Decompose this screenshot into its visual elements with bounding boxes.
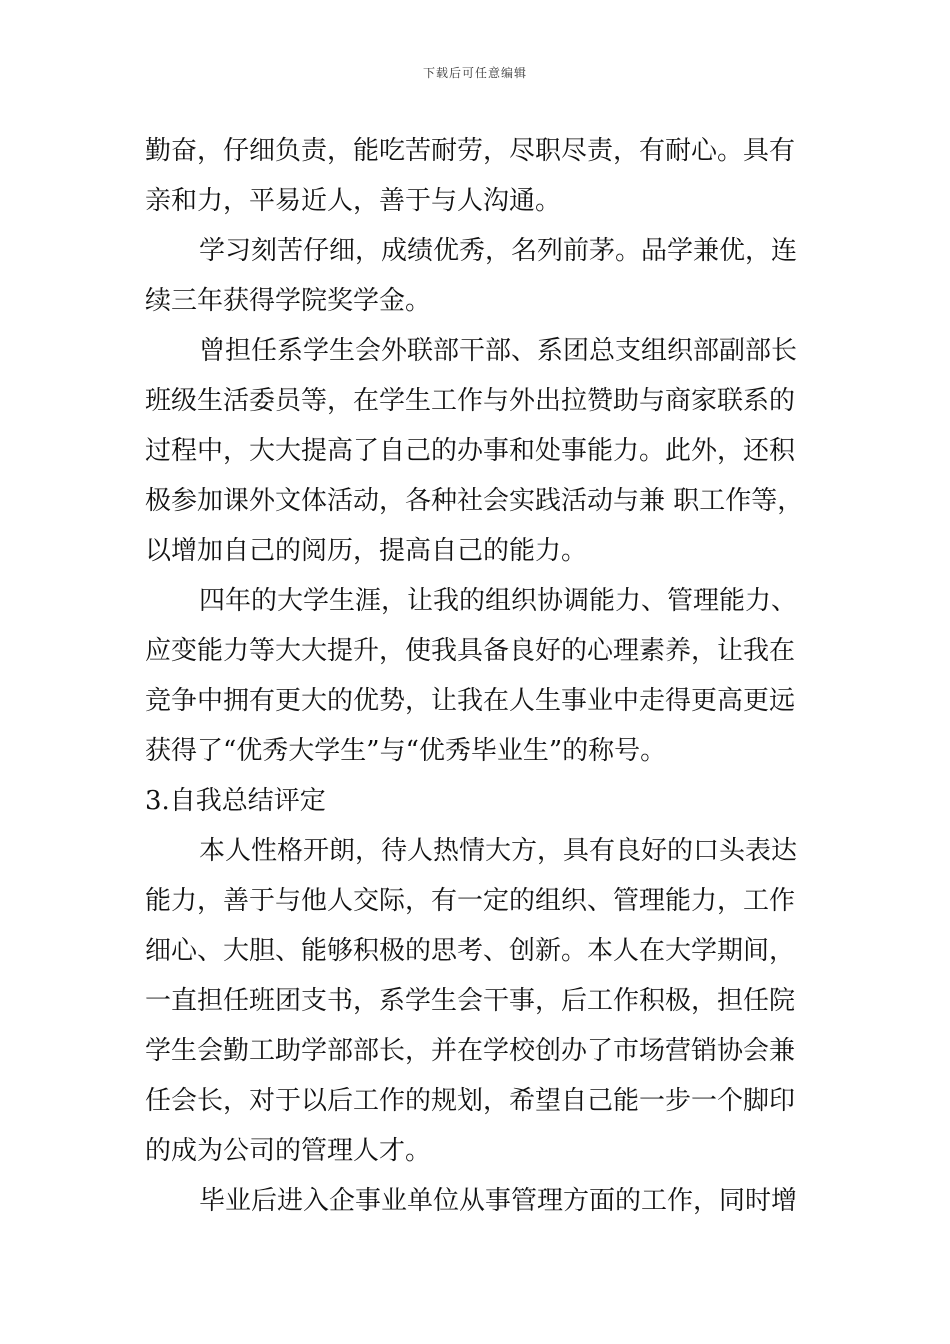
- paragraph-start-line: 曾担任系学生会外联部干部、系团总支组织部副部长: [199, 336, 798, 366]
- text-line: 能力，善于与他人交际，有一定的组织、管理能力，工作: [145, 886, 796, 916]
- document-body: [145, 126, 810, 1226]
- paragraph-start-line: 毕业后进入企事业单位从事管理方面的工作，同时增: [199, 1186, 798, 1216]
- text-line: 获得了“优秀大学生”与“优秀毕业生”的称号。: [145, 736, 667, 766]
- page-header-note: 下载后可任意编辑: [422, 66, 527, 80]
- text-line: 过程中，大大提高了自己的办事和处事能力。此外，还积: [145, 436, 796, 466]
- paragraph-start-line: 四年的大学生涯，让我的组织协调能力、管理能力、: [199, 586, 798, 616]
- section-heading: 3.自我总结评定: [145, 786, 326, 816]
- text-line: 极参加课外文体活动，各种社会实践活动与兼 职工作等，: [145, 486, 804, 516]
- text-line: 竞争中拥有更大的优势，让我在人生事业中走得更高更远: [145, 686, 796, 716]
- text-line: 的成为公司的管理人才。: [145, 1136, 432, 1166]
- text-line: 续三年获得学院奖学金。: [145, 286, 432, 316]
- text-line: 细心、大胆、能够积极的思考、创新。本人在大学期间，: [145, 936, 796, 966]
- text-line: 应变能力等大大提升，使我具备良好的心理素养，让我在: [145, 636, 796, 666]
- text-line: 任会长，对于以后工作的规划，希望自己能一步一个脚印: [145, 1086, 796, 1116]
- text-line: 班级生活委员等，在学生工作与外出拉赞助与商家联系的: [145, 386, 796, 416]
- paragraph-start-line: 本人性格开朗，待人热情大方，具有良好的口头表达: [199, 836, 798, 866]
- paragraph-start-line: 学习刻苦仔细，成绩优秀，名列前茅。品学兼优，连: [199, 236, 798, 266]
- text-line: 一直担任班团支书，系学生会干事，后工作积极，担任院: [145, 986, 796, 1016]
- text-line: 亲和力，平易近人，善于与人沟通。: [145, 186, 562, 216]
- text-line: 以增加自己的阅历，提高自己的能力。: [145, 536, 588, 566]
- text-line: 学生会勤工助学部部长，并在学校创办了市场营销协会兼: [145, 1036, 796, 1066]
- text-line: 勤奋，仔细负责，能吃苦耐劳，尽职尽责，有耐心。具有: [145, 136, 796, 166]
